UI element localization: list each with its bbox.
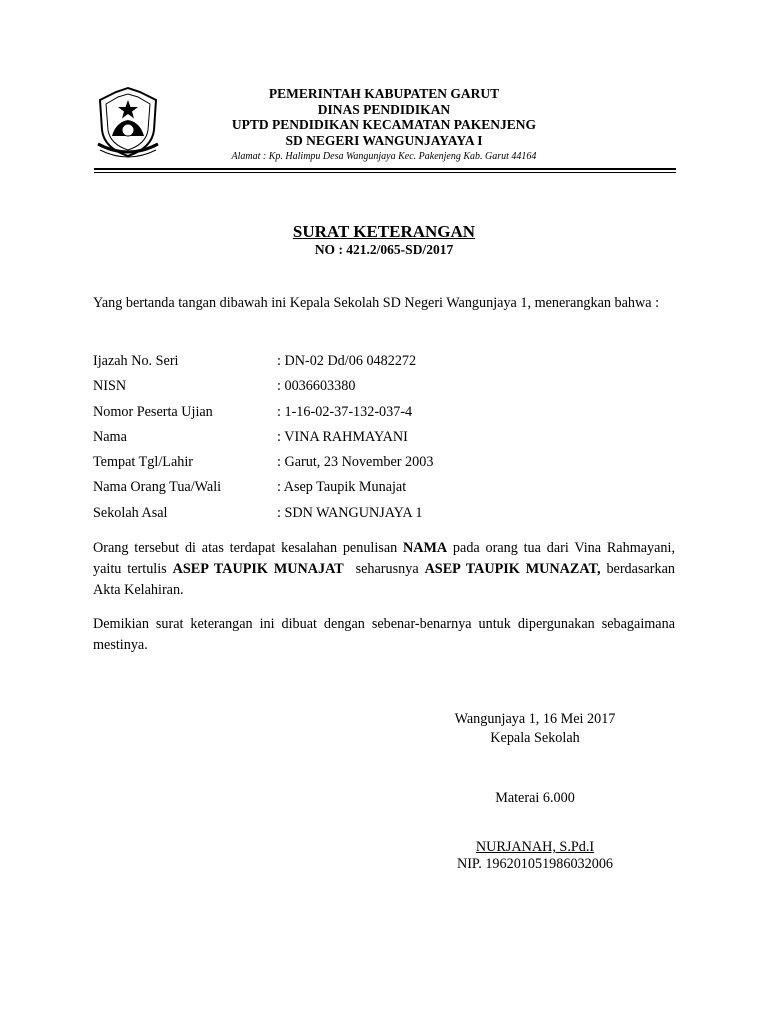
correction-paragraph xyxy=(93,538,675,601)
correction-text: Orang tersebut di atas terdapat kesalahan penulisan xyxy=(93,540,403,556)
detail-row xyxy=(93,501,675,526)
detail-label: NISN xyxy=(93,378,127,395)
closing-paragraph: Demikian surat keterangan ini dibuat dengan sebenar-benarnya untuk dipergunakan sebagaimana mestinya. xyxy=(93,616,675,653)
letterhead-address: Alamat : Kp. Halimpu Desa Wangunjaya Kec. Pakenjeng Kab. Garut 44164 xyxy=(231,151,537,162)
letterhead xyxy=(180,86,588,163)
letterhead-department: DINAS PENDIDIKAN xyxy=(317,101,451,117)
detail-value: : DN-02 Dd/06 0482272 xyxy=(277,353,417,369)
document-title: SURAT KETERANGAN xyxy=(292,222,476,241)
detail-row xyxy=(93,475,675,500)
signature-place-date: Wangunjaya 1, 16 Mei 2017 xyxy=(454,711,616,727)
correction-emphasis-name: NAMA xyxy=(403,540,448,556)
correction-text: seharusnya xyxy=(343,561,425,577)
detail-value: : SDN WANGUNJAYA 1 xyxy=(277,504,423,521)
detail-label: Tempat Tgl/Lahir xyxy=(93,454,193,471)
intro-paragraph: Yang bertanda tangan dibawah ini Kepala Sekolah SD Negeri Wangunjaya 1, menerangkan bahwa : xyxy=(93,295,660,311)
letterhead-government: PEMERINTAH KABUPATEN GARUT xyxy=(268,86,500,101)
signature-position: Kepala Sekolah xyxy=(490,730,580,746)
correct-name: ASEP TAUPIK MUNAZAT, xyxy=(424,561,601,577)
detail-label: Sekolah Asal xyxy=(93,504,168,521)
stamp-duty-label: Materai 6.000 xyxy=(495,790,575,806)
garut-regency-emblem xyxy=(94,86,162,162)
detail-row xyxy=(93,425,675,450)
detail-label: Nomor Peserta Ujian xyxy=(93,403,213,420)
correction-text: berdasarkan Akta Kelahiran. xyxy=(93,561,675,598)
signatory-nip: NIP. 196201051986032006 xyxy=(456,856,614,872)
detail-row xyxy=(93,374,675,399)
letterhead-divider xyxy=(94,168,676,170)
letterhead-school: SD NEGERI WANGUNJAYAYA I xyxy=(285,132,483,148)
detail-value: : 1-16-02-37-132-037-4 xyxy=(277,403,413,420)
detail-label: Nama xyxy=(93,428,127,445)
detail-label: Ijazah No. Seri xyxy=(93,353,179,369)
written-name: ASEP TAUPIK MUNAJAT xyxy=(172,561,344,577)
detail-value: : Asep Taupik Munajat xyxy=(277,479,407,496)
correction-text: pada orang tua dari Vina Rahmayani, yaitu tertulis xyxy=(93,540,675,577)
student-details xyxy=(93,349,675,526)
detail-row xyxy=(93,400,675,425)
detail-value: : Garut, 23 November 2003 xyxy=(277,454,434,471)
detail-value: : 0036603380 xyxy=(277,378,356,395)
signatory-name: NURJANAH, S.Pd.I xyxy=(475,839,595,855)
letterhead-uptd: UPTD PENDIDIKAN KECAMATAN PAKENJENG xyxy=(231,117,537,132)
detail-row xyxy=(93,349,675,374)
detail-row xyxy=(93,450,675,475)
document-number: NO : 421.2/065-SD/2017 xyxy=(314,242,454,257)
detail-label: Nama Orang Tua/Wali xyxy=(93,479,222,496)
letterhead-divider-thin xyxy=(94,172,676,173)
detail-value: : VINA RAHMAYANI xyxy=(277,428,408,445)
